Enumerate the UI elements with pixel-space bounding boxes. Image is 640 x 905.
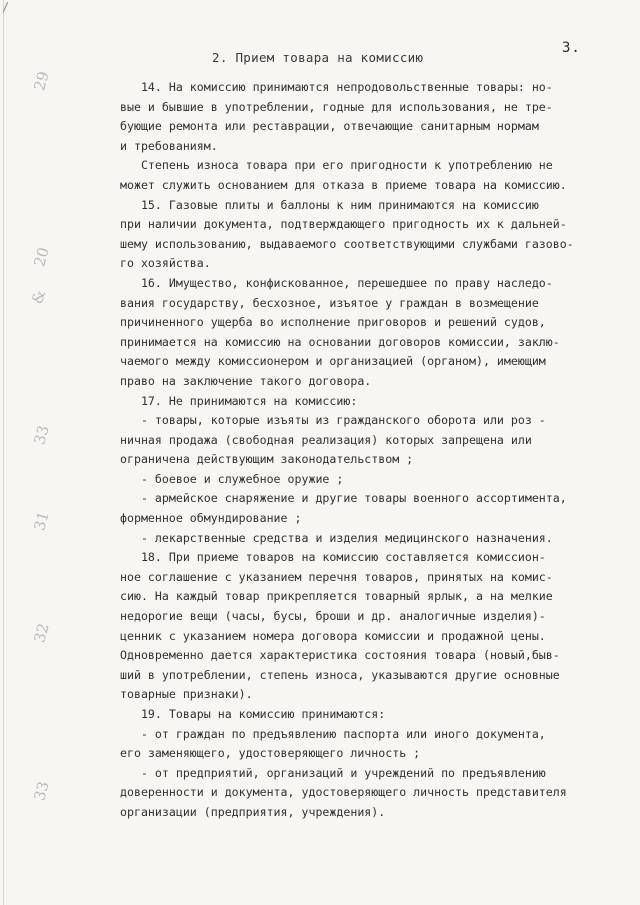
scan-edge-line [3, 0, 4, 905]
text-line: - от граждан по предъявлению паспорта или иного документа, [120, 726, 546, 741]
text-line: 18. При приеме товаров на комиссию составляется комиссион- [120, 550, 546, 565]
text-line: 15. Газовые плиты и баллоны к ним принимаются на комиссию [120, 197, 539, 212]
text-line: чаемого между комиссионером и организацией (органом), имеющим [120, 354, 546, 369]
section-title: 2. Прием товара на комиссию [212, 50, 424, 65]
text-line: его заменяющего, удостоверяющего личность ; [120, 746, 421, 761]
text-line: 14. На комиссию принимаются непродовольственные товары: но- [120, 80, 553, 94]
text-line: ничная продажа (свободная реализация) которых запрещена или [120, 432, 532, 447]
text-line: форменное обмундирование ; [120, 511, 302, 526]
text-line: организации (предприятия, учреждения). [120, 804, 386, 819]
margin-note: 20 [30, 245, 53, 269]
text-line: товарные признаки). [120, 687, 253, 702]
margin-note: 32 [30, 621, 53, 645]
text-line: - товары, которые изъяты из гражданского оборота или роз - [120, 413, 546, 428]
text-line: может служить основанием для отказа в приеме товара на комиссию. [120, 177, 567, 192]
text-line: ценник с указанием номера договора комиссии и продажной цены. [120, 628, 546, 643]
text-line: 17. Не принимаются на комиссию: [120, 393, 358, 408]
text-line: право на заключение такого договора. [120, 373, 372, 388]
text-line: при наличии документа, подтверждающего пригодность их к дальней- [120, 217, 567, 232]
text-line: го хозяйства. [120, 256, 211, 271]
margin-note: & [28, 288, 50, 306]
text-line: ограничена действующим законодательством ; [120, 452, 414, 467]
text-line: сию. На каждый товар прикрепляется товарный ярлык, а на мелкие [120, 589, 553, 604]
text-line: причиненного ущерба во исполнение приговоров и решений судов, [120, 315, 546, 330]
text-line: - лекарственные средства и изделия медицинского назначения. [120, 530, 553, 545]
text-line: 16. Имущество, конфискованное, перешедшее по праву наследо- [120, 275, 553, 290]
margin-note: 33 [30, 423, 53, 447]
text-line: бующие ремонта или реставрации, отвечающие санитарным нормам [120, 119, 539, 134]
text-line: - армейское снаряжение и другие товары военного ассортимента, [120, 491, 567, 506]
text-line: недорогие вещи (часы, бусы, броши и др. аналогичные изделия)- [120, 609, 546, 624]
text-line: Степень износа товара при его пригодности к употреблению не [120, 158, 553, 173]
text-line: вания государству, бесхозное, изъятое у граждан в возмещение [120, 295, 539, 310]
text-line: - боевое и служебное оружие ; [120, 471, 344, 486]
text-line: шему использованию, выдаваемого соответствующими службами газово- [120, 236, 574, 251]
text-line: ший в употреблении, степень износа, указываются другие основные [120, 667, 560, 682]
body-text [120, 78, 626, 823]
text-line: и требованиям. [120, 138, 218, 153]
text-line: Одновременно дается характеристика состояния товара (новый,быв- [120, 648, 560, 663]
corner-mark: / [2, 0, 10, 14]
text-line: - от предприятий, организаций и учреждений по предъявлению [120, 765, 546, 780]
text-line: 19. Товары на комиссию принимаются: [120, 707, 386, 721]
text-line: вые и бывшие в употреблении, годные для использования, не тре- [120, 99, 553, 114]
margin-note: 33 [30, 779, 53, 803]
page-number: 3. [562, 40, 581, 56]
margin-note: 31 [30, 509, 53, 533]
text-line: принимается на комиссию на основании договоров комиссии, заклю- [120, 334, 560, 349]
text-line: доверенности и документа, удостоверяющего личность представителя [120, 785, 567, 800]
text-line: ное соглашение с указанием перечня товаров, принятых на комис- [120, 569, 553, 584]
margin-note: 29 [30, 69, 53, 93]
